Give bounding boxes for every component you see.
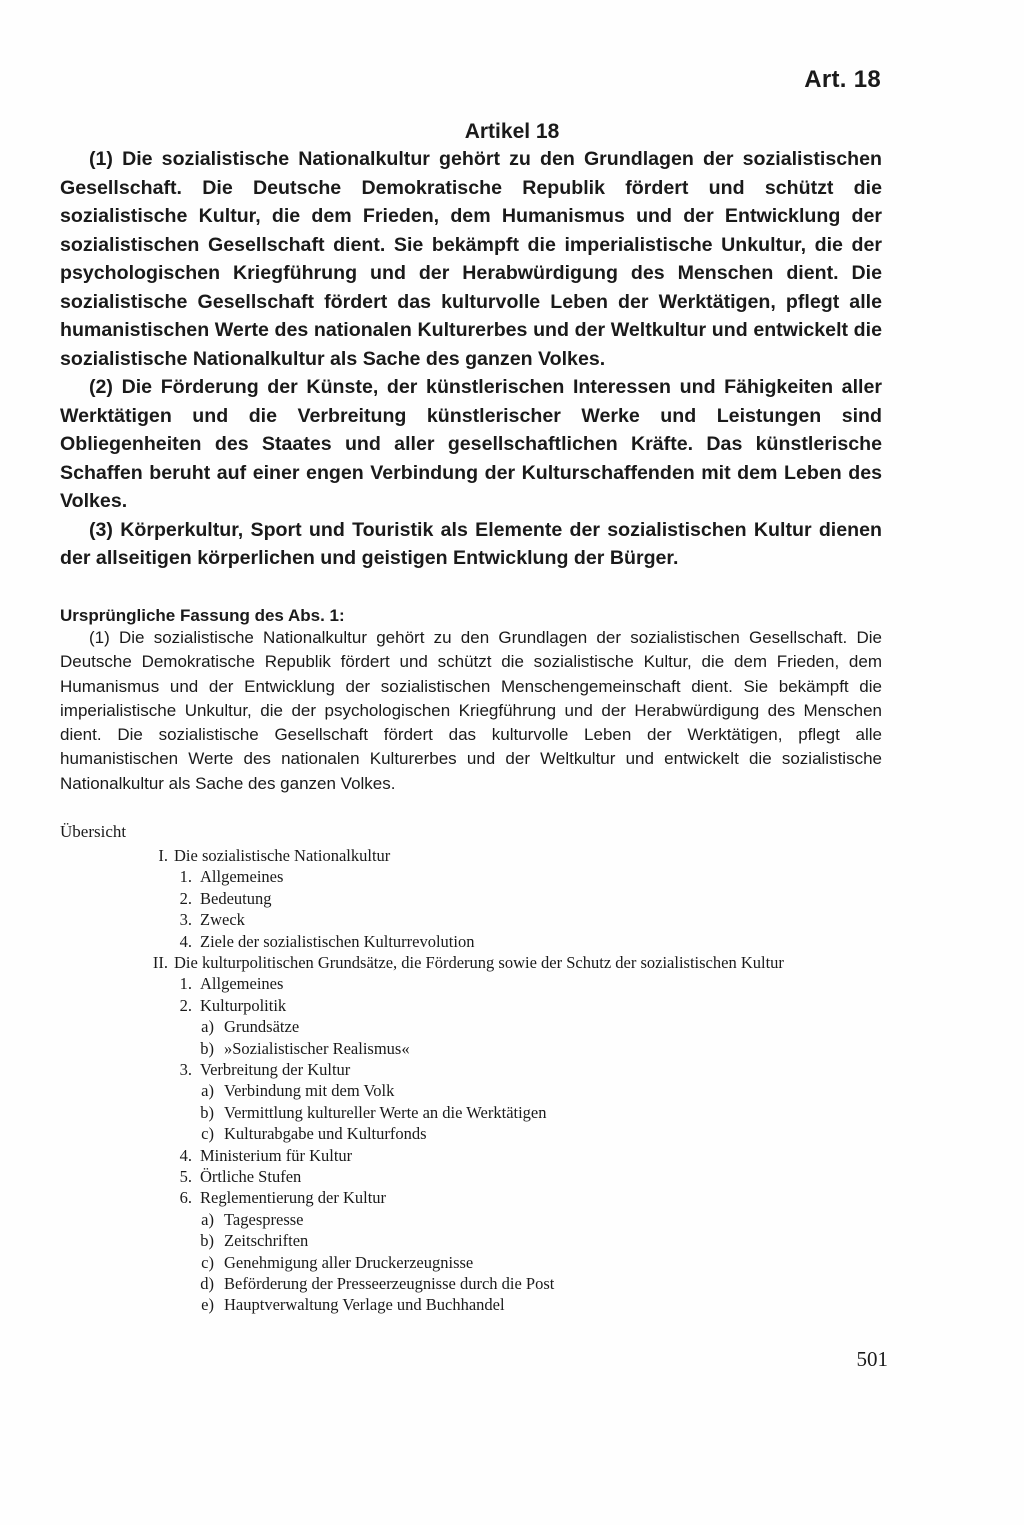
overview-item: [176, 909, 245, 930]
overview-item-number: a): [201, 1017, 214, 1037]
overview-item-number: b): [200, 1231, 214, 1251]
overview-item-text: Die sozialistische Nationalkultur: [174, 846, 391, 865]
overview-item-text: Beförderung der Presseerzeugnisse durch die Post: [224, 1274, 555, 1293]
original-version-body: [60, 626, 882, 796]
overview-item-text: Ministerium für Kultur: [200, 1145, 353, 1165]
overview-item: [198, 1209, 303, 1230]
overview-item-number: b): [200, 1102, 214, 1122]
overview-item-text: Ziele der sozialistischen Kulturrevolution: [200, 931, 475, 951]
overview-item-number: 5.: [179, 1167, 192, 1186]
overview-item: [198, 1038, 410, 1059]
overview-item-text: Verbreitung der Kultur: [200, 1060, 351, 1079]
overview-item-text: Kulturabgabe und Kulturfonds: [224, 1124, 427, 1144]
overview-item-text: Verbindung mit dem Volk: [224, 1081, 395, 1101]
overview-item: [140, 845, 390, 866]
overview-item-text: Grundsätze: [224, 1017, 300, 1037]
overview-item-number: 4.: [179, 1145, 192, 1165]
overview-item: [198, 1016, 299, 1037]
article-title: Artikel 18: [464, 120, 560, 143]
overview-item-text: Kulturpolitik: [200, 995, 287, 1015]
overview-item: [198, 1252, 473, 1273]
overview-item-text: Genehmigung aller Druckerzeugnisse: [224, 1252, 474, 1272]
overview-item-number: I.: [158, 846, 168, 865]
overview-item: [198, 1230, 308, 1251]
overview-item-number: c): [201, 1252, 214, 1272]
overview-item-text: Tagespresse: [224, 1209, 304, 1229]
overview-item: [176, 995, 286, 1016]
overview-item: [176, 1059, 350, 1080]
overview-item-number: 3.: [179, 910, 192, 930]
article-paragraph-3: (3) Körperkultur, Sport und Touristik als Elemente der sozialistischen Kultur dienen der allseitigen körperlichen und geistigen Entwicklung der Bürger.: [60, 518, 882, 569]
overview-item: [176, 1187, 386, 1208]
overview-item: [198, 1102, 547, 1123]
overview-item-text: Die kulturpolitischen Grundsätze, die Förderung sowie der Schutz der sozialistischen Kultur: [174, 953, 784, 972]
overview-item: [176, 1145, 352, 1166]
page-number: 501: [856, 1347, 888, 1371]
overview-item-number: a): [201, 1081, 214, 1101]
overview-item-text: Reglementierung der Kultur: [200, 1188, 387, 1208]
original-version-text: (1) Die sozialistische Nationalkultur gehört zu den Grundlagen der sozialistischen Gesellschaft. Die Deutsche Demokratische Republik fördert und schützt die sozialistische Kultur, die dem Frieden, dem Humanismus und der Entwicklung der sozialistischen Menschengemeinschaft dient. Sie bekämpft die imperialistische Unkultur, die der psychologischen Kriegführung und der Herabwürdigung des Menschen dient. Die sozialistische Gesellschaft fördert das kulturvolle Leben der Werktätigen, pflegt alle humanistischen Werte des nationalen Kulturerbes und der Weltkultur und entwickelt die sozialistische Nationalkultur als Sache des ganzen Volkes.: [60, 628, 882, 793]
original-version-heading: Ursprüngliche Fassung des Abs. 1:: [60, 606, 345, 625]
overview-item-number: 6.: [179, 1188, 192, 1208]
overview-item: [176, 931, 474, 952]
running-head: Art. 18: [804, 66, 881, 93]
overview-item: [176, 866, 283, 887]
overview-item-number: II.: [152, 953, 168, 972]
overview-item-text: Hauptverwaltung Verlage und Buchhandel: [224, 1295, 505, 1315]
overview-item-number: 2.: [179, 995, 192, 1015]
overview-item-number: 4.: [179, 931, 192, 951]
overview-item: [140, 952, 784, 973]
overview-item-text: Örtliche Stufen: [200, 1167, 302, 1186]
overview-title: Übersicht: [60, 822, 127, 841]
overview-item-text: Bedeutung: [200, 888, 272, 908]
overview-item-text: Allgemeines: [200, 867, 284, 887]
overview-item-number: b): [200, 1038, 214, 1058]
article-paragraph-2: (2) Die Förderung der Künste, der künstlerischen Interessen und Fähigkeiten aller Werktätigen und die Verbreitung künstlerischer Werke und Leistungen sind Obliegenheiten des Staates und aller gesellschaftlichen Kräfte. Das künstlerische Schaffen beruht auf einer engen Verbindung der Kulturschaffenden mit dem Leben des Volkes.: [60, 376, 882, 512]
overview-item: [198, 1273, 554, 1294]
overview-item-number: d): [200, 1274, 214, 1293]
overview-item: [198, 1080, 394, 1101]
overview-item: [176, 888, 272, 909]
article-body: [60, 145, 882, 573]
overview-item: [198, 1294, 505, 1315]
overview-item-number: e): [201, 1295, 214, 1315]
overview-item-text: Vermittlung kultureller Werte an die Werktätigen: [224, 1102, 547, 1122]
overview-item: [198, 1123, 427, 1144]
article-paragraph-1: (1) Die sozialistische Nationalkultur gehört zu den Grundlagen der sozialistischen Gesellschaft. Die Deutsche Demokratische Republik fördert und schützt die sozialistische Kultur, die dem Frieden, dem Humanismus und der Entwicklung der sozialistischen Gesellschaft dient. Sie bekämpft die imperialistische Unkultur, die der psychologischen Kriegführung und der Herabwürdigung des Menschen dient. Die sozialistische Gesellschaft fördert das kulturvolle Leben der Werktätigen, pflegt alle humanistischen Werte des nationalen Kulturerbes und der Weltkultur und entwickelt die sozialistische Nationalkultur als Sache des ganzen Volkes.: [60, 148, 882, 370]
overview-item-number: 1.: [179, 867, 192, 887]
overview-item-text: Zeitschriften: [224, 1231, 309, 1251]
overview-item-number: a): [201, 1209, 214, 1229]
overview-item-text: Zweck: [200, 910, 245, 930]
overview-item-number: 2.: [179, 888, 192, 908]
overview-item-text: Allgemeines: [200, 974, 284, 994]
overview-item-text: »Sozialistischer Realismus«: [224, 1038, 410, 1058]
overview-item: [176, 1166, 301, 1187]
overview-item: [176, 973, 283, 994]
overview-item-number: c): [201, 1124, 214, 1144]
overview-item-number: 1.: [179, 974, 192, 994]
overview-item-number: 3.: [179, 1060, 192, 1079]
